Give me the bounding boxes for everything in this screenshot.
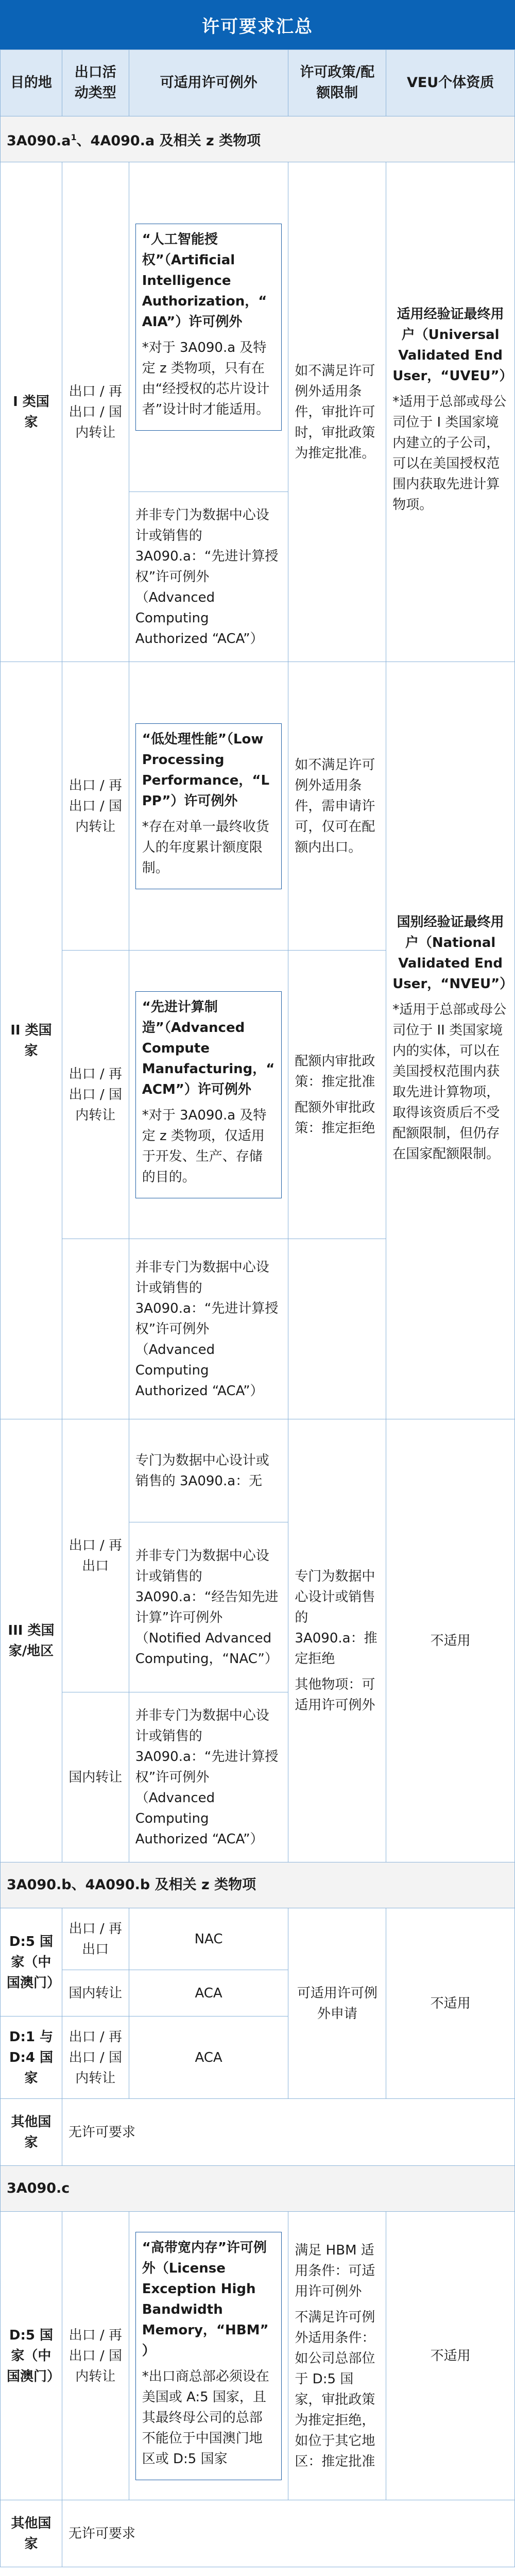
acm-exception-box (135, 991, 282, 1198)
veu-cell (386, 662, 515, 1419)
datacenter-policy: 专门为数据中心设计或销售的 3A090.a：推定拒绝 (295, 1568, 377, 1667)
license-summary-table (0, 49, 515, 2567)
exception-cell (129, 951, 288, 1239)
veu-cell: 不适用 (386, 2212, 515, 2500)
datacenter-exception-cell: 专门为数据中心设计或销售的 3A090.a：无 (129, 1419, 288, 1522)
activity-type: 国内转让 (62, 1970, 129, 2016)
table-row (1, 162, 515, 492)
aca-exception-cell: 并非专门为数据中心设计或销售的 3A090.a：“先进计算授权”许可例外（Advanced Computing Authorized “ACA”） (129, 492, 288, 662)
exception-cell (129, 162, 288, 492)
no-license-required: 无许可要求 (62, 2500, 514, 2567)
section-heading-row (1, 116, 515, 162)
destination-other: 其他国家 (1, 2500, 62, 2567)
destination-d1-d4: D:1 与 D:4 国家 (1, 2016, 62, 2099)
activity-type: 出口 / 再出口 (62, 1908, 129, 1970)
activity-type: 出口 / 再出口 / 国内转让 (62, 951, 129, 1239)
table-row (1, 662, 515, 951)
table-row (1, 2099, 515, 2166)
destination-class-ii: II 类国家 (1, 662, 62, 1419)
hbm-exception-title: “高带宽内存”许可例外（License Exception High Bandwidth Memory，“HBM”） (142, 2240, 269, 2359)
table-row (1, 1419, 515, 1522)
aca-exception-cell: 并非专门为数据中心设计或销售的 3A090.a：“先进计算授权”许可例外（Advanced Computing Authorized “ACA”） (129, 1692, 288, 1862)
exception-cell: ACA (129, 2016, 288, 2099)
section-heading-3a090c: 3A090.c (1, 2166, 515, 2212)
activity-type-empty (62, 1239, 129, 1419)
exception-cell: NAC (129, 1908, 288, 1970)
nveu-title: 国别经验证最终用户（National Validated End User，“NVEU”） (392, 914, 513, 992)
hbm-eligible-policy: 满足 HBM 适用条件：可适用许可例外 (295, 2242, 375, 2299)
acm-exception-title: “先进计算制造”（Advanced Compute Manufacturing，“ACM”）许可例外 (142, 999, 275, 1097)
veu-cell: 不适用 (386, 1908, 515, 2099)
destination-d5: D:5 国家（中国澳门） (1, 2212, 62, 2500)
nac-exception-cell: 并非专门为数据中心设计或销售的 3A090.a：“经告知先进计算”许可例外（Notified Advanced Computing，“NAC”） (129, 1522, 288, 1692)
aia-exception-note: *对于 3A090.a 及特定 z 类物项，只有在由“经授权的芯片设计者”设计时才能适用。 (142, 340, 270, 417)
destination-class-iii: III 类国家/地区 (1, 1419, 62, 1862)
exception-cell: ACA (129, 1970, 288, 2016)
aia-exception-title: “人工智能授权”（Artificial Intelligence Authorization，“AIA”）许可例外 (142, 231, 267, 330)
page-title: 许可要求汇总 (0, 0, 515, 49)
hbm-exception-box (135, 2232, 282, 2480)
destination-d5: D:5 国家（中国澳门） (1, 1908, 62, 2016)
lpp-exception-note: *存在对单一最终收货人的年度累计额度限制。 (142, 819, 269, 876)
exception-cell (129, 2212, 288, 2500)
table-row (1, 1908, 515, 1970)
aia-exception-box (135, 224, 282, 431)
veu-cell: 不适用 (386, 1419, 515, 1862)
activity-type: 出口 / 再出口 / 国内转让 (62, 2212, 129, 2500)
policy-cell-empty (288, 1239, 386, 1419)
header-veu: VEU个体资质 (386, 50, 515, 116)
activity-type: 出口 / 再出口 / 国内转让 (62, 2016, 129, 2099)
destination-class-i: I 类国家 (1, 162, 62, 662)
section-heading-row (1, 2166, 515, 2212)
section-heading-row (1, 1862, 515, 1908)
activity-type: 国内转让 (62, 1692, 129, 1862)
exception-cell (129, 662, 288, 951)
section-heading-3a090a: $3A090.a^1$、4A090.a 及相关 z 类物项 (1, 116, 515, 162)
section-heading-3a090b: 3A090.b、4A090.b 及相关 z 类物项 (1, 1862, 515, 1908)
aca-exception-cell: 并非专门为数据中心设计或销售的 3A090.a：“先进计算授权”许可例外（Advanced Computing Authorized “ACA”） (129, 1239, 288, 1419)
table-row (1, 2212, 515, 2500)
table-header-row (1, 50, 515, 116)
header-destination: 目的地 (1, 50, 62, 116)
hbm-exception-note: *出口商总部必须设在美国或 A:5 国家，且其最终母公司的总部不能位于中国澳门地区或 D:5 国家 (142, 2368, 269, 2467)
activity-type: 出口 / 再出口 / 国内转让 (62, 162, 129, 662)
header-exception: 可适用许可例外 (129, 50, 288, 116)
lpp-exception-box (135, 723, 282, 889)
other-items-policy: 其他物项：可适用许可例外 (295, 1676, 375, 1713)
no-license-required: 无许可要求 (62, 2099, 514, 2166)
header-policy: 许可政策/配额限制 (288, 50, 386, 116)
veu-cell (386, 162, 515, 662)
destination-other: 其他国家 (1, 2099, 62, 2166)
activity-type: 出口 / 再出口 / 国内转让 (62, 662, 129, 951)
policy-cell: 如不满足许可例外适用条件，审批许可时，审批政策为推定批准。 (288, 162, 386, 662)
uveu-title: 适用经验证最终用户（Universal Validated End User，“UVEU”） (392, 306, 513, 384)
hbm-ineligible-policy: 不满足许可例外适用条件：如公司总部位于 D:5 国家，审批政策为推定拒绝，如位于其它地区：推定批准 (295, 2309, 375, 2469)
nveu-note: *适用于总部或母公司位于 II 类国家境内的实体，可以在美国授权范围内获取先进计算物项，取得该资质后不受配额限制，但仍存在国家配额限制。 (392, 1002, 507, 1162)
policy-cell (288, 951, 386, 1239)
policy-cell: 可适用许可例外申请 (288, 1908, 386, 2099)
quota-outside-policy: 配额外审批政策：推定拒绝 (295, 1099, 375, 1136)
policy-cell (288, 2212, 386, 2500)
header-activity: 出口活动类型 (62, 50, 129, 116)
uveu-note: *适用于总部或母公司位于 I 类国家境内建立的子公司，可以在美国授权范围内获取先进计算物项。 (392, 394, 507, 513)
activity-type: 出口 / 再出口 (62, 1419, 129, 1692)
acm-exception-note: *对于 3A090.a 及特定 z 类物项，仅适用于开发、生产、存储的目的。 (142, 1107, 267, 1185)
quota-inside-policy: 配额内审批政策：推定批准 (295, 1053, 375, 1090)
policy-cell: 如不满足许可例外适用条件，需申请许可，仅可在配额内出口。 (288, 662, 386, 951)
table-row (1, 2500, 515, 2567)
policy-cell (288, 1419, 386, 1862)
lpp-exception-title: “低处理性能”（Low Processing Performance，“LPP”）许可例外 (142, 731, 270, 809)
